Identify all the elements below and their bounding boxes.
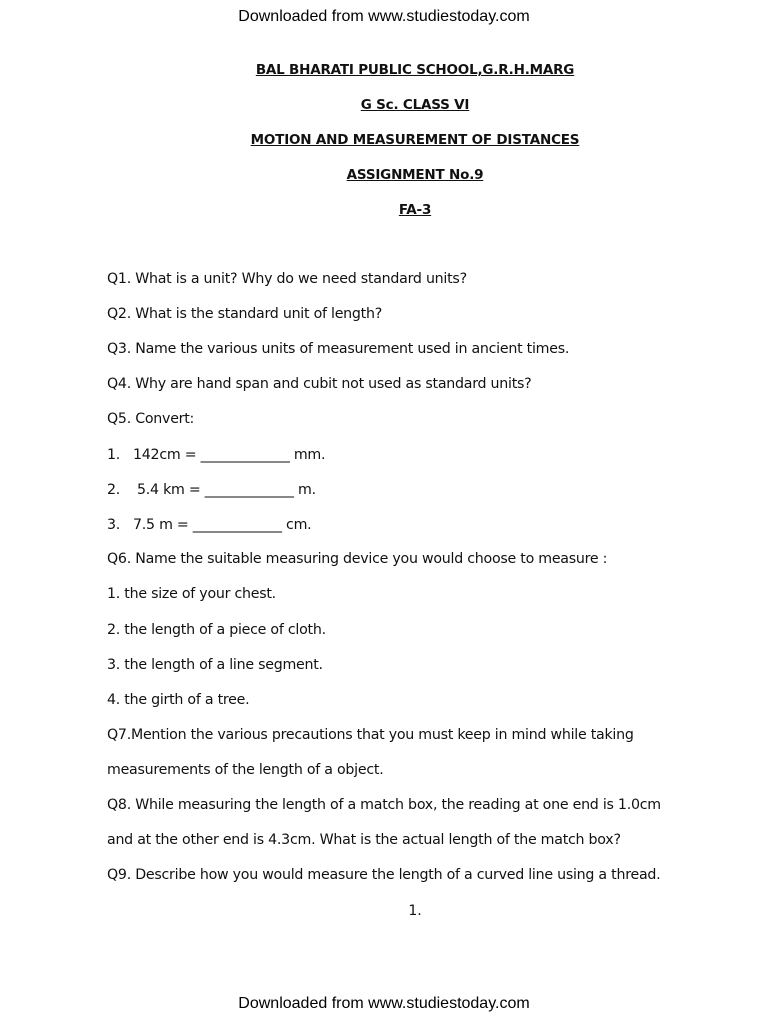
question-7-line-2: measurements of the length of a object. [107,762,384,778]
conversion-item [107,517,311,533]
question-8-line-1: Q8. While measuring the length of a match box, the reading at one end is 1.0cm [107,797,661,813]
page-number: 1. [408,903,422,919]
question-4: Q4. Why are hand span and cubit not used as standard units? [107,376,532,392]
question-6: Q6. Name the suitable measuring device you would choose to measure : [107,551,608,567]
conversion-item [107,482,316,498]
class-title: G Sc. CLASS VI [360,97,470,113]
question-5: Q5. Convert: [107,411,195,427]
conversion-number: 1. [107,447,121,463]
watermark-top: Downloaded from www.studiestoday.com [238,8,530,25]
device-item: 2. the length of a piece of cloth. [107,622,326,638]
assessment-title: FA-3 [398,202,432,218]
watermark-bottom: Downloaded from www.studiestoday.com [238,995,530,1012]
assignment-title: ASSIGNMENT No.9 [346,167,484,183]
conversion-item [107,447,325,463]
conversion-text: 5.4 km = _____________ m. [137,482,316,498]
conversion-text: 142cm = _____________ mm. [133,447,326,463]
question-1: Q1. What is a unit? Why do we need standard units? [107,271,467,287]
conversion-number: 3. [107,517,121,533]
device-item: 4. the girth of a tree. [107,692,250,708]
conversion-text: 7.5 m = _____________ cm. [133,517,312,533]
device-item: 1. the size of your chest. [107,586,276,602]
question-8-line-2: and at the other end is 4.3cm. What is the actual length of the match box? [107,832,621,848]
school-name: BAL BHARATI PUBLIC SCHOOL,G.R.H.MARG [255,62,575,78]
topic-title: MOTION AND MEASUREMENT OF DISTANCES [250,132,580,148]
conversion-number: 2. [107,482,121,498]
device-item: 3. the length of a line segment. [107,657,323,673]
question-7-line-1: Q7.Mention the various precautions that you must keep in mind while taking [107,727,634,743]
question-2: Q2. What is the standard unit of length? [107,306,383,322]
question-3: Q3. Name the various units of measurement used in ancient times. [107,341,570,357]
question-9: Q9. Describe how you would measure the length of a curved line using a thread. [107,867,661,883]
